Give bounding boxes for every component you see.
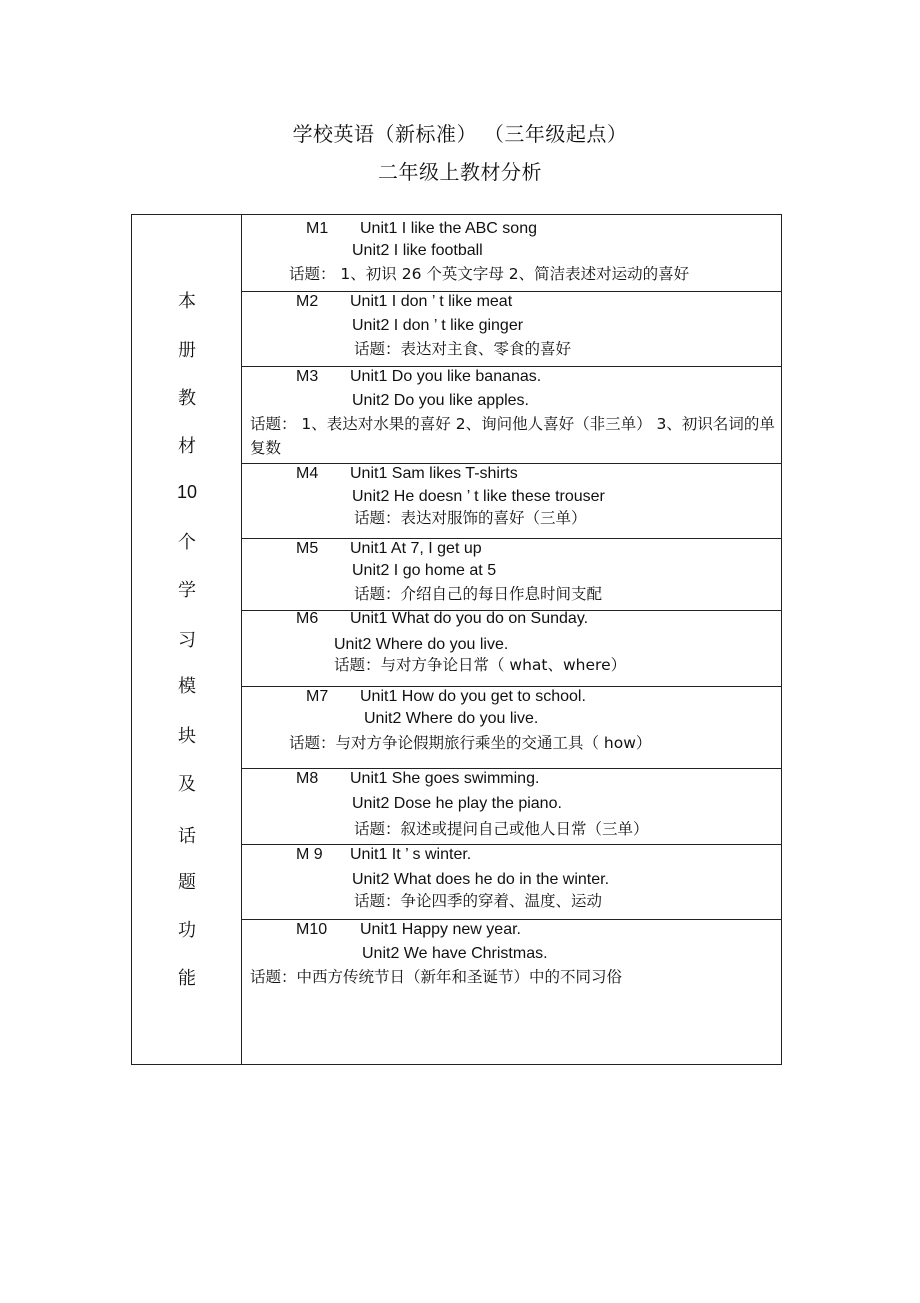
module-code: M7 bbox=[306, 688, 329, 705]
module-code: M1 bbox=[306, 220, 329, 237]
document-title: 学校英语（新标准） （三年级起点） bbox=[292, 122, 628, 146]
unit1-title: Unit1 At 7, I get up bbox=[350, 540, 482, 557]
side-label-column bbox=[132, 215, 242, 1064]
unit1-title: Unit1 Happy new year. bbox=[360, 921, 521, 938]
module-row-m7 bbox=[242, 687, 781, 769]
topic-text: 话题：表达对主食、零食的喜好 bbox=[354, 340, 572, 358]
side-label-char: 及 bbox=[178, 774, 196, 795]
unit1-title: Unit1 Sam likes T-shirts bbox=[350, 465, 518, 482]
side-label-char: 个 bbox=[178, 532, 196, 553]
document-subtitle: 二年级上教材分析 bbox=[378, 160, 542, 184]
side-label-char: 模 bbox=[178, 676, 196, 697]
module-code: M6 bbox=[296, 610, 319, 627]
unit1-title: Unit1 She goes swimming. bbox=[350, 770, 540, 787]
side-label-char: 话 bbox=[178, 826, 196, 847]
module-code: M 9 bbox=[296, 846, 323, 863]
side-label-char: 册 bbox=[178, 340, 196, 361]
unit2-title: Unit2 I go home at 5 bbox=[352, 562, 497, 579]
unit2-title: Unit2 What does he do in the winter. bbox=[352, 871, 610, 888]
unit2-title: Unit2 Dose he play the piano. bbox=[352, 795, 562, 812]
side-label-char: 能 bbox=[178, 968, 196, 989]
unit2-title: Unit2 He doesn ’ t like these trouser bbox=[352, 488, 605, 505]
module-code: M4 bbox=[296, 465, 319, 482]
topic-text: 话题：叙述或提问自己或他人日常（三单） bbox=[354, 820, 649, 838]
module-rows bbox=[242, 215, 781, 1064]
module-code: M10 bbox=[296, 921, 328, 938]
module-row-m8 bbox=[242, 769, 781, 845]
side-label-char: 材 bbox=[178, 436, 196, 457]
side-label-char: 10 bbox=[176, 482, 198, 502]
module-row-m4 bbox=[242, 464, 781, 539]
topic-text: 话题：与对方争论日常（ what、where） bbox=[334, 656, 627, 674]
unit2-title: Unit2 We have Christmas. bbox=[362, 945, 548, 962]
side-label-char: 学 bbox=[178, 580, 196, 601]
module-code: M3 bbox=[296, 368, 319, 385]
module-row-m9 bbox=[242, 845, 781, 920]
topic-text: 话题： 1、初识 26 个英文字母 2、简洁表述对运动的喜好 bbox=[289, 265, 690, 283]
side-label-char: 块 bbox=[178, 726, 196, 747]
topic-text: 话题：与对方争论假期旅行乘坐的交通工具（ how） bbox=[289, 734, 652, 752]
module-row-m5 bbox=[242, 539, 781, 611]
side-label-char: 习 bbox=[178, 630, 196, 651]
unit1-title: Unit1 I like the ABC song bbox=[360, 220, 537, 237]
side-label-char: 题 bbox=[178, 872, 196, 893]
unit2-title: Unit2 I don ’ t like ginger bbox=[352, 317, 524, 334]
module-row-m1 bbox=[242, 215, 781, 292]
module-row-m2 bbox=[242, 292, 781, 367]
analysis-table bbox=[131, 214, 782, 1065]
topic-text: 话题： 1、表达对水果的喜好 2、询问他人喜好（非三单） 3、初识名词的单复数 bbox=[250, 415, 775, 457]
module-code: M5 bbox=[296, 540, 319, 557]
unit2-title: Unit2 Do you like apples. bbox=[352, 392, 529, 409]
unit1-title: Unit1 How do you get to school. bbox=[360, 688, 586, 705]
topic-text: 话题：争论四季的穿着、温度、运动 bbox=[354, 892, 603, 910]
module-row-m10 bbox=[242, 920, 781, 1066]
unit2-title: Unit2 I like football bbox=[352, 242, 483, 259]
side-label-char: 教 bbox=[178, 388, 196, 409]
unit2-title: Unit2 Where do you live. bbox=[334, 636, 509, 653]
module-code: M2 bbox=[296, 293, 319, 310]
module-row-m3 bbox=[242, 367, 781, 464]
side-label-char: 本 bbox=[178, 291, 196, 312]
unit2-title: Unit2 Where do you live. bbox=[364, 710, 539, 727]
module-code: M8 bbox=[296, 770, 319, 787]
unit1-title: Unit1 Do you like bananas. bbox=[350, 368, 542, 385]
unit1-title: Unit1 What do you do on Sunday. bbox=[350, 610, 589, 627]
topic-text: 话题：表达对服饰的喜好（三单） bbox=[354, 509, 587, 527]
topic-text: 话题：中西方传统节日（新年和圣诞节）中的不同习俗 bbox=[250, 968, 623, 986]
module-row-m6 bbox=[242, 611, 781, 687]
side-label-char: 功 bbox=[178, 920, 196, 941]
unit1-title: Unit1 I don ’ t like meat bbox=[350, 293, 513, 310]
unit1-title: Unit1 It ’ s winter. bbox=[350, 846, 472, 863]
topic-text: 话题：介绍自己的每日作息时间支配 bbox=[354, 585, 603, 603]
